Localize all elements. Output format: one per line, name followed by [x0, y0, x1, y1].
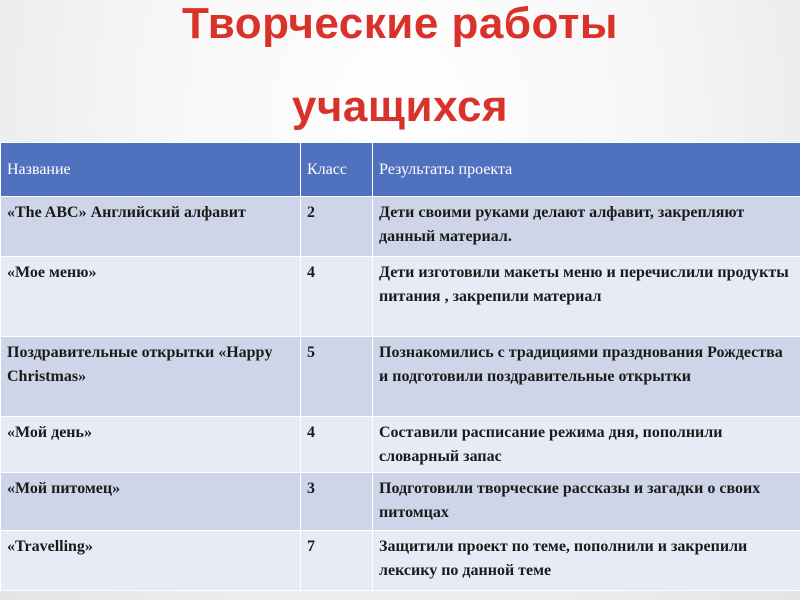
cell-name: «Мой питомец»	[1, 473, 301, 531]
page-title	[0, 0, 800, 148]
title-line-1: Творческие работы	[182, 0, 618, 48]
table-row	[1, 417, 800, 473]
cell-grade: 4	[301, 257, 373, 337]
table-row	[1, 473, 800, 531]
title-line-2: учащихся	[291, 82, 509, 131]
cell-name: «Travelling»	[1, 531, 301, 591]
cell-grade: 5	[301, 337, 373, 417]
cell-name: «Мое меню»	[1, 257, 301, 337]
cell-name: «The ABC» Английский алфавит	[1, 197, 301, 257]
table-row	[1, 197, 800, 257]
cell-name: Поздравительные открытки «Happy Christmas»	[1, 337, 301, 417]
cell-grade: 2	[301, 197, 373, 257]
cell-result: Составили расписание режима дня, пополнили словарный запас	[373, 417, 800, 473]
header-name: Название	[1, 143, 301, 197]
header-grade: Класс	[301, 143, 373, 197]
table-row	[1, 531, 800, 591]
cell-result: Познакомились с традициями празднования Рождества и подготовили поздравительные открытки	[373, 337, 800, 417]
cell-name: «Мой день»	[1, 417, 301, 473]
projects-table	[0, 142, 800, 591]
cell-grade: 4	[301, 417, 373, 473]
table-header-row	[1, 143, 800, 197]
table-row	[1, 257, 800, 337]
table-row	[1, 337, 800, 417]
cell-grade: 3	[301, 473, 373, 531]
cell-grade: 7	[301, 531, 373, 591]
header-result: Результаты проекта	[373, 143, 800, 197]
cell-result: Дети изготовили макеты меню и перечислили продукты питания , закрепили материал	[373, 257, 800, 337]
cell-result: Дети своими руками делают алфавит, закрепляют данный материал.	[373, 197, 800, 257]
cell-result: Подготовили творческие рассказы и загадки о своих питомцах	[373, 473, 800, 531]
cell-result: Защитили проект по теме, пополнили и закрепили лексику по данной теме	[373, 531, 800, 591]
